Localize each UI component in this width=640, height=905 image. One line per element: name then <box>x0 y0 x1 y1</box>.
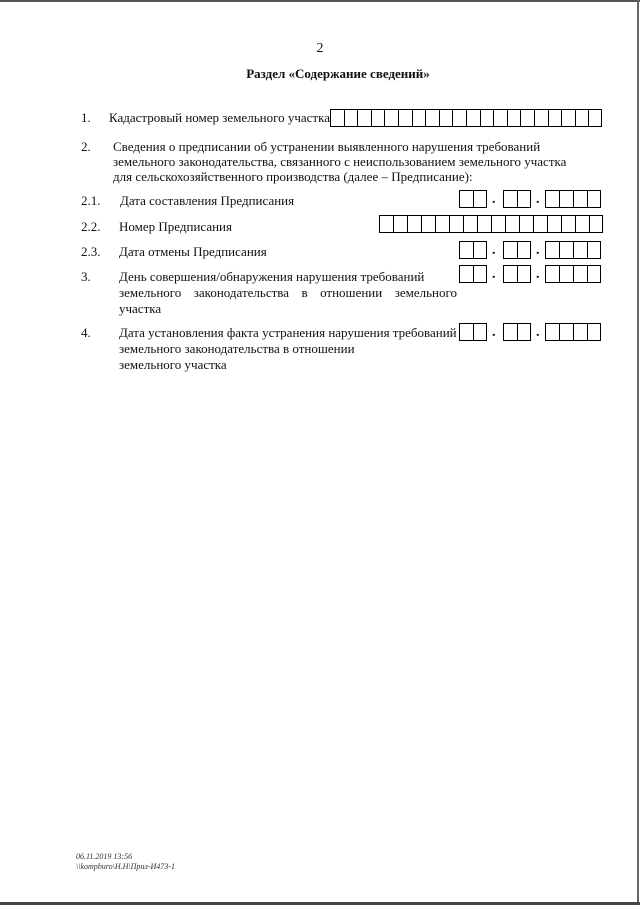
date-separator: . <box>492 267 496 282</box>
item-number-2-2: 2.2. <box>81 219 101 234</box>
date-day-cells[interactable] <box>459 241 487 259</box>
item-label-remedy-date-line-3: земельного участка <box>119 357 227 372</box>
date-separator: . <box>536 267 540 282</box>
date-month-cells[interactable] <box>503 265 531 283</box>
item-label-remedy-date-line-1: Дата установления факта устранения нарушения требований <box>119 325 457 340</box>
item-number-2: 2. <box>81 139 91 154</box>
item-label-prescription-line-2: земельного законодательства, связанного с неиспользованием земельного участка <box>113 154 567 169</box>
date-separator: . <box>536 325 540 340</box>
footer-file-path: \\kompburo\Н.Н\Прил-И473-1 <box>76 862 175 871</box>
date-separator: . <box>536 192 540 207</box>
prescription-number-cells[interactable] <box>379 215 603 233</box>
word: отношении <box>320 285 383 300</box>
date-separator: . <box>492 325 496 340</box>
item-label-prescription-number: Номер Предписания <box>119 219 232 234</box>
word: в <box>301 285 308 300</box>
date-separator: . <box>536 243 540 258</box>
date-month-cells[interactable] <box>503 323 531 341</box>
item-number-2-3: 2.3. <box>81 244 101 259</box>
word: земельного <box>394 285 457 300</box>
item-number-1: 1. <box>81 110 91 125</box>
item-number-2-1: 2.1. <box>81 193 101 208</box>
item-label-cadastral-number: Кадастровый номер земельного участка <box>109 110 330 125</box>
date-month-cells[interactable] <box>503 190 531 208</box>
date-day-cells[interactable] <box>459 190 487 208</box>
item-number-4: 4. <box>81 325 91 340</box>
item-label-prescription-line-1: Сведения о предписании об устранении выявленного нарушения требований <box>113 139 541 154</box>
word: законодательства <box>193 285 290 300</box>
section-title: Раздел «Содержание сведений» <box>246 66 430 81</box>
item-number-3: 3. <box>81 269 91 284</box>
date-separator: . <box>492 243 496 258</box>
footer-timestamp: 06.11.2019 13:56 <box>76 852 133 861</box>
date-year-cells[interactable] <box>545 323 601 341</box>
date-separator: . <box>492 192 496 207</box>
page-edge-top <box>0 0 640 2</box>
page-number: 2 <box>316 41 324 56</box>
word: земельного <box>119 285 182 300</box>
page-edge-right <box>637 0 639 905</box>
item-label-prescription-date: Дата составления Предписания <box>120 193 295 208</box>
date-year-cells[interactable] <box>545 241 601 259</box>
date-year-cells[interactable] <box>545 265 601 283</box>
item-label-prescription-line-3: для сельскохозяйственного производства (далее – Предписание): <box>113 169 473 184</box>
item-label-violation-day-line-1: День совершения/обнаружения нарушения требований <box>119 269 425 284</box>
date-day-cells[interactable] <box>459 323 487 341</box>
item-label-violation-day-line-2 <box>119 285 457 301</box>
item-label-remedy-date-line-2: земельного законодательства в отношении <box>119 341 355 356</box>
date-month-cells[interactable] <box>503 241 531 259</box>
cadastral-number-cells[interactable] <box>330 109 602 127</box>
date-year-cells[interactable] <box>545 190 601 208</box>
date-day-cells[interactable] <box>459 265 487 283</box>
item-label-cancellation-date: Дата отмены Предписания <box>119 244 267 259</box>
item-label-violation-day-line-3: участка <box>119 301 162 316</box>
